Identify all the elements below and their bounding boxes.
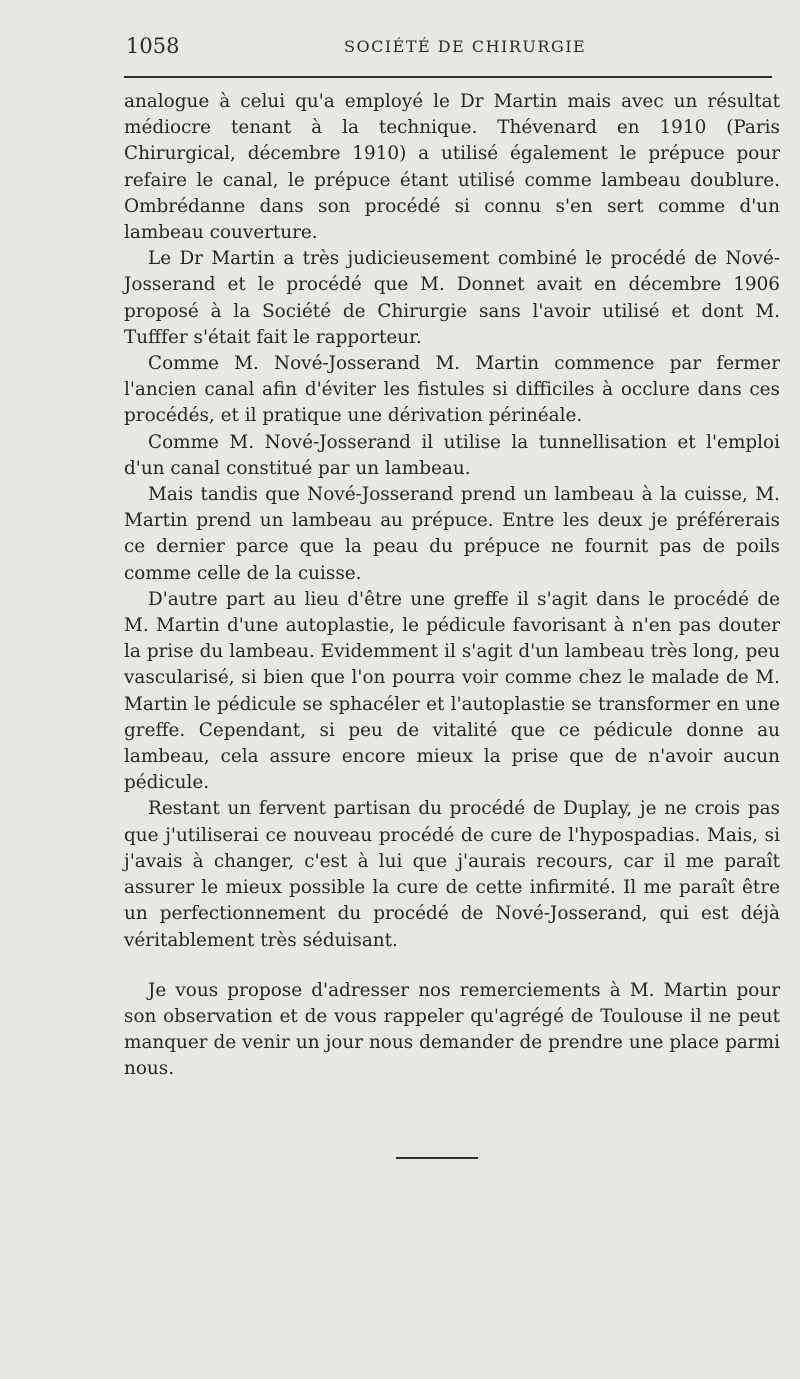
header-rule	[124, 76, 772, 78]
paragraph: Comme M. Nové-Josserand M. Martin commence par fermer l'ancien canal afin d'éviter les fistules si difficiles à occlure dans ces procédés, et il pratique une dérivation périnéale.	[124, 353, 780, 427]
paragraph: Mais tandis que Nové-Josserand prend un lambeau à la cuisse, M. Martin prend un lambeau au prépuce. Entre les deux je préférerais ce dernier parce que la peau du prépuce ne fournit pas de poils comme celle de la cuisse.	[124, 484, 780, 584]
running-title: SOCIÉTÉ DE CHIRURGIE	[344, 37, 587, 56]
paragraph: Je vous propose d'adresser nos remerciements à M. Martin pour son observation et de vous rappeler qu'agrégé de Toulouse il ne peut manquer de venir un jour nous demander de prendre une place parmi nous.	[124, 979, 780, 1080]
paragraph: Le Dr Martin a très judicieusement combiné le procédé de Nové-Josserand et le procédé que M. Donnet avait en décembre 1906 proposé à la Société de Chirurgie sans l'avoir utilisé et dont M. Tufffer s'était fait le rapporteur.	[124, 248, 780, 348]
end-rule	[396, 1157, 478, 1159]
paragraph: D'autre part au lieu d'être une greffe il s'agit dans le procédé de M. Martin d'une autoplastie, le pédicule favorisant à n'en pas douter la prise du lambeau. Evidemment il s'agit d'un lambeau très long, peu vascularisé, si bien que l'on pourra voir comme chez le malade de M. Martin le pédicule se sphacéler et l'autoplastie se transformer en une greffe. Cependant, si peu de vitalité que ce pédicule donne au lambeau, cela assure encore mieux la prise que de n'avoir aucun pédicule.	[124, 588, 780, 794]
page-header	[122, 34, 772, 64]
paragraph: Restant un fervent partisan du procédé de Duplay, je ne crois pas que j'utiliserai ce nouveau procédé de cure de l'hypospadias. Mais, si j'avais à changer, c'est à lui que j'aurais recours, car il me paraît assurer le mieux possible la cure de cette infirmité. Il me paraît être un perfectionnement du procédé de Nové-Josserand, qui est déjà véritablement très séduisant.	[124, 798, 780, 951]
paragraph: analogue à celui qu'a employé le Dr Martin mais avec un résultat médiocre tenant à la technique. Thévenard en 1910 (Paris Chirurgical, décembre 1910) a utilisé également le prépuce pour refaire le canal, le prépuce étant utilisé comme lambeau doublure. Ombrédanne dans son procédé si connu s'en sert comme d'un lambeau couverture.	[124, 91, 780, 244]
body-text	[124, 89, 780, 1083]
page-number: 1058	[126, 34, 180, 58]
paragraph: Comme M. Nové-Josserand il utilise la tunnellisation et l'emploi d'un canal constitué par un lambeau.	[124, 431, 780, 479]
